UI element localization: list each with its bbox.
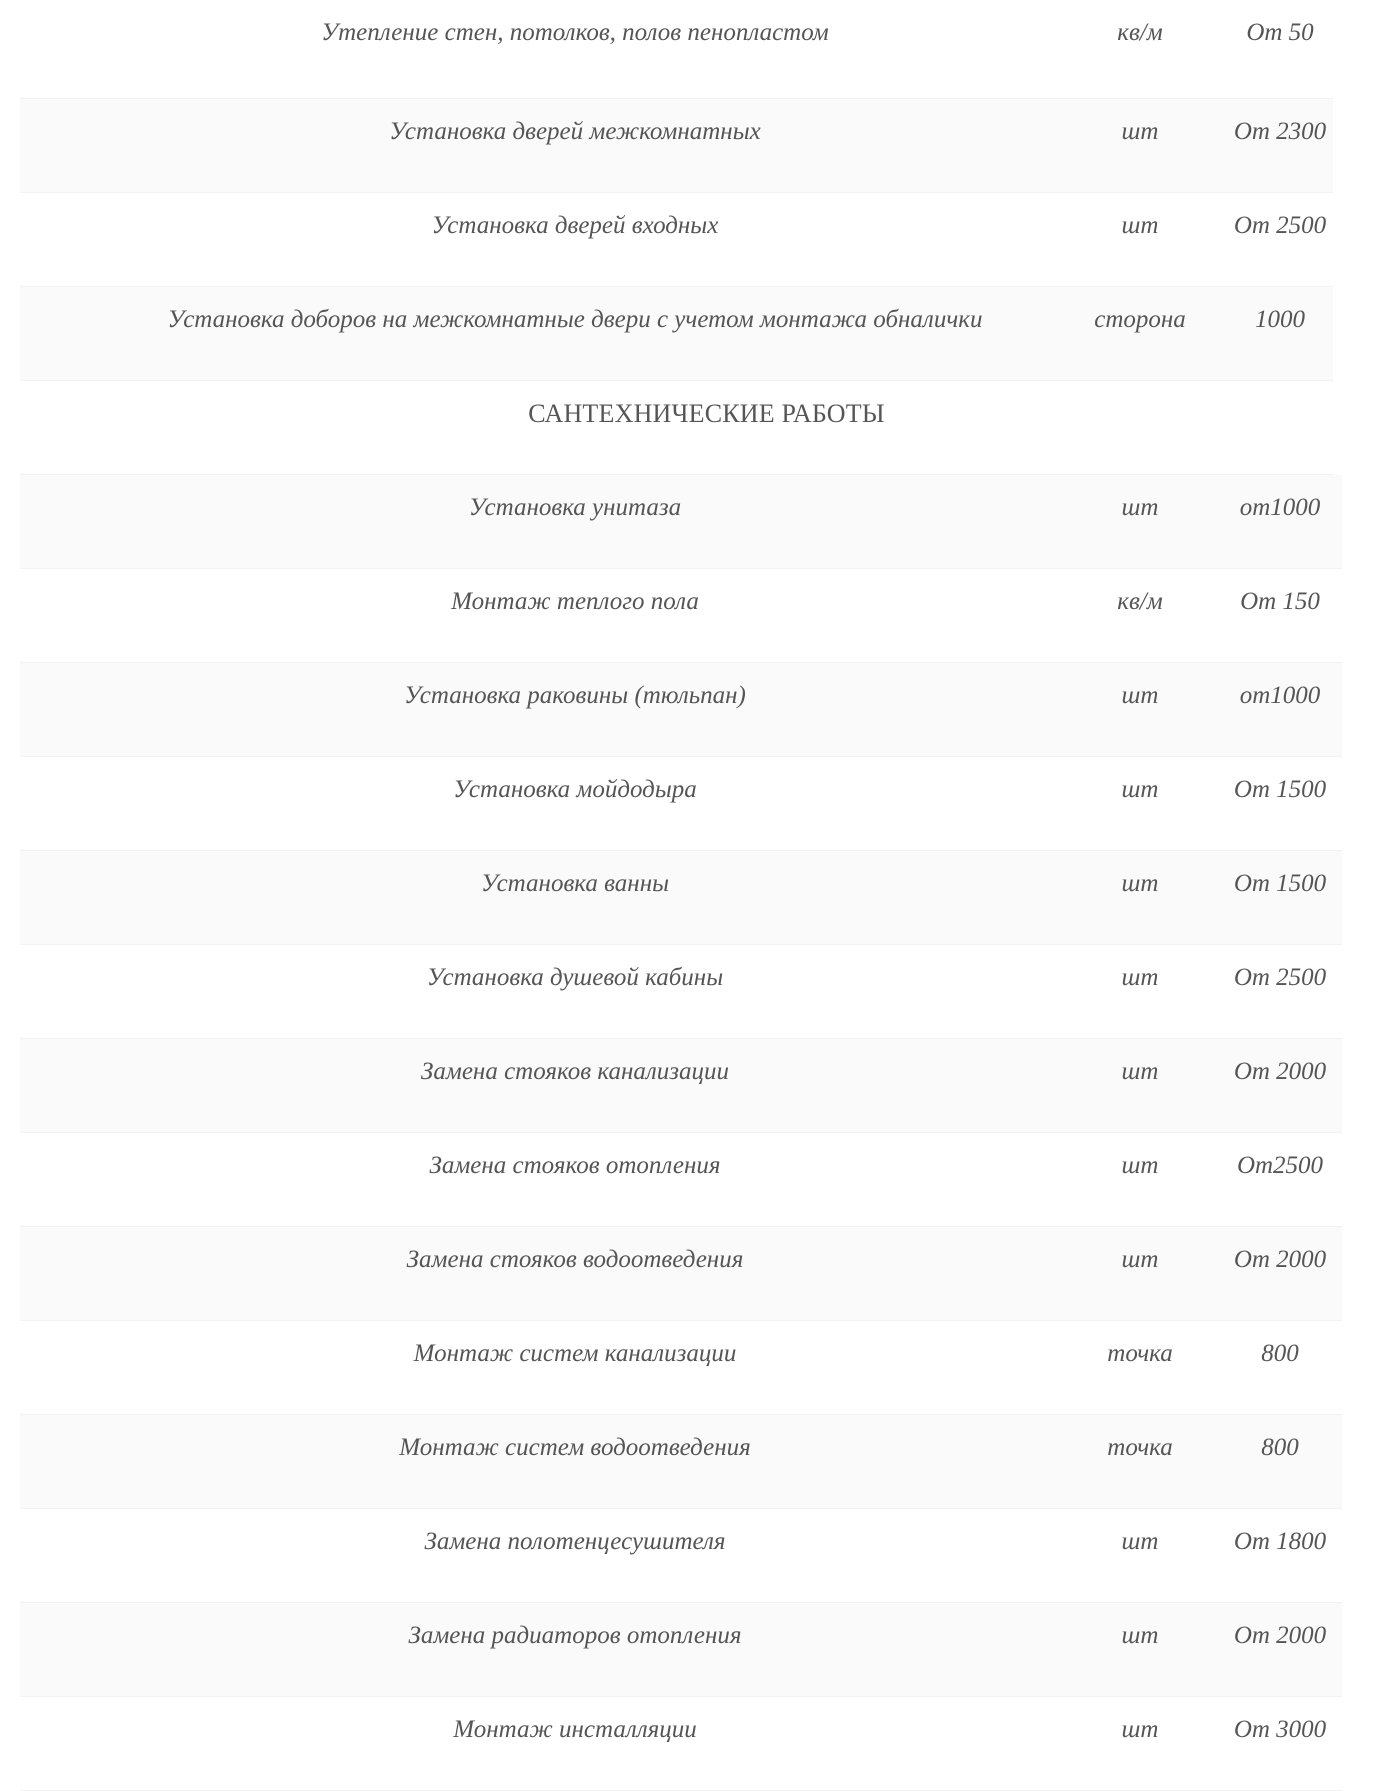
service-price: 800 [1261,1434,1299,1461]
table-row [20,757,1342,851]
table-row [20,1039,1342,1133]
service-price: От 2500 [1233,212,1327,239]
table-row [20,569,1342,663]
service-price: От 150 [1240,588,1320,615]
table-row [20,663,1342,757]
service-price: От 1500 [1233,870,1327,897]
service-unit: шт [1121,1528,1159,1555]
service-name: Замена стояков водоотведения [406,1246,744,1273]
table-row [20,193,1333,287]
service-price: 1000 [1255,306,1305,333]
service-name: Установка унитаза [468,494,682,521]
service-name: Монтаж инсталляции [453,1716,697,1743]
service-name: Замена полотенцесушителя [424,1528,726,1555]
table-row [20,1509,1342,1603]
service-unit: точка [1107,1340,1173,1367]
service-unit: шт [1121,118,1159,145]
service-price: 800 [1261,1340,1299,1367]
table-row [20,1133,1342,1227]
table-row [20,1227,1342,1321]
service-price: От 2500 [1233,964,1327,991]
service-unit: шт [1121,494,1159,521]
service-price: От 2000 [1233,1246,1327,1273]
service-name: Замена стояков отопления [429,1152,721,1179]
table-row [20,1321,1342,1415]
table-row [20,287,1333,381]
table-row [20,1415,1342,1509]
service-name: Установка раковины (тюльпан) [404,682,746,709]
section-header-row [20,381,1333,475]
table-row [20,1697,1342,1791]
service-name: Замена стояков канализации [421,1058,729,1085]
service-name: Установка дверей входных [431,212,719,239]
table-row [20,0,1333,99]
service-price: От 2300 [1233,118,1327,145]
service-unit: шт [1121,1246,1159,1273]
service-name: Монтаж систем водоотведения [399,1434,751,1461]
service-name: Замена радиаторов отопления [408,1622,742,1649]
service-price: От 3000 [1233,1716,1327,1743]
service-name: Монтаж систем канализации [413,1340,737,1367]
section-title: САНТЕХНИЧЕСКИЕ РАБОТЫ [528,399,885,428]
table-row [20,99,1333,193]
service-unit: кв/м [1117,19,1163,46]
service-unit: сторона [1094,306,1186,333]
service-price: От 1800 [1233,1528,1327,1555]
service-name: Установка доборов на межкомнатные двери с учетом монтажа обналички [167,306,983,333]
service-unit: шт [1121,870,1159,897]
service-unit: шт [1121,1716,1159,1743]
service-unit: шт [1121,212,1159,239]
service-price: От 1500 [1233,776,1327,803]
service-unit: шт [1121,1622,1159,1649]
service-name: Установка ванны [480,870,670,897]
table-row [20,851,1342,945]
service-price: От 2000 [1233,1058,1327,1085]
service-unit: кв/м [1117,588,1163,615]
service-name: Установка душевой кабины [426,964,724,991]
table-row [20,1603,1342,1697]
service-unit: шт [1121,682,1159,709]
price-table [20,0,1348,1791]
service-name: Установка дверей межкомнатных [389,118,761,145]
service-name: Установка мойдодыра [453,776,697,803]
service-unit: шт [1121,776,1159,803]
table-row [20,945,1342,1039]
service-price: От 50 [1246,19,1314,46]
service-price: От2500 [1236,1152,1324,1179]
service-unit: шт [1121,1152,1159,1179]
service-name: Монтаж теплого пола [451,588,699,615]
service-unit: шт [1121,964,1159,991]
service-price: от1000 [1239,682,1321,709]
table-row [20,475,1342,569]
service-price: от1000 [1239,494,1321,521]
service-unit: шт [1121,1058,1159,1085]
service-name: Утепление стен, потолков, полов пенопластом [321,19,829,46]
service-unit: точка [1107,1434,1173,1461]
service-price: От 2000 [1233,1622,1327,1649]
